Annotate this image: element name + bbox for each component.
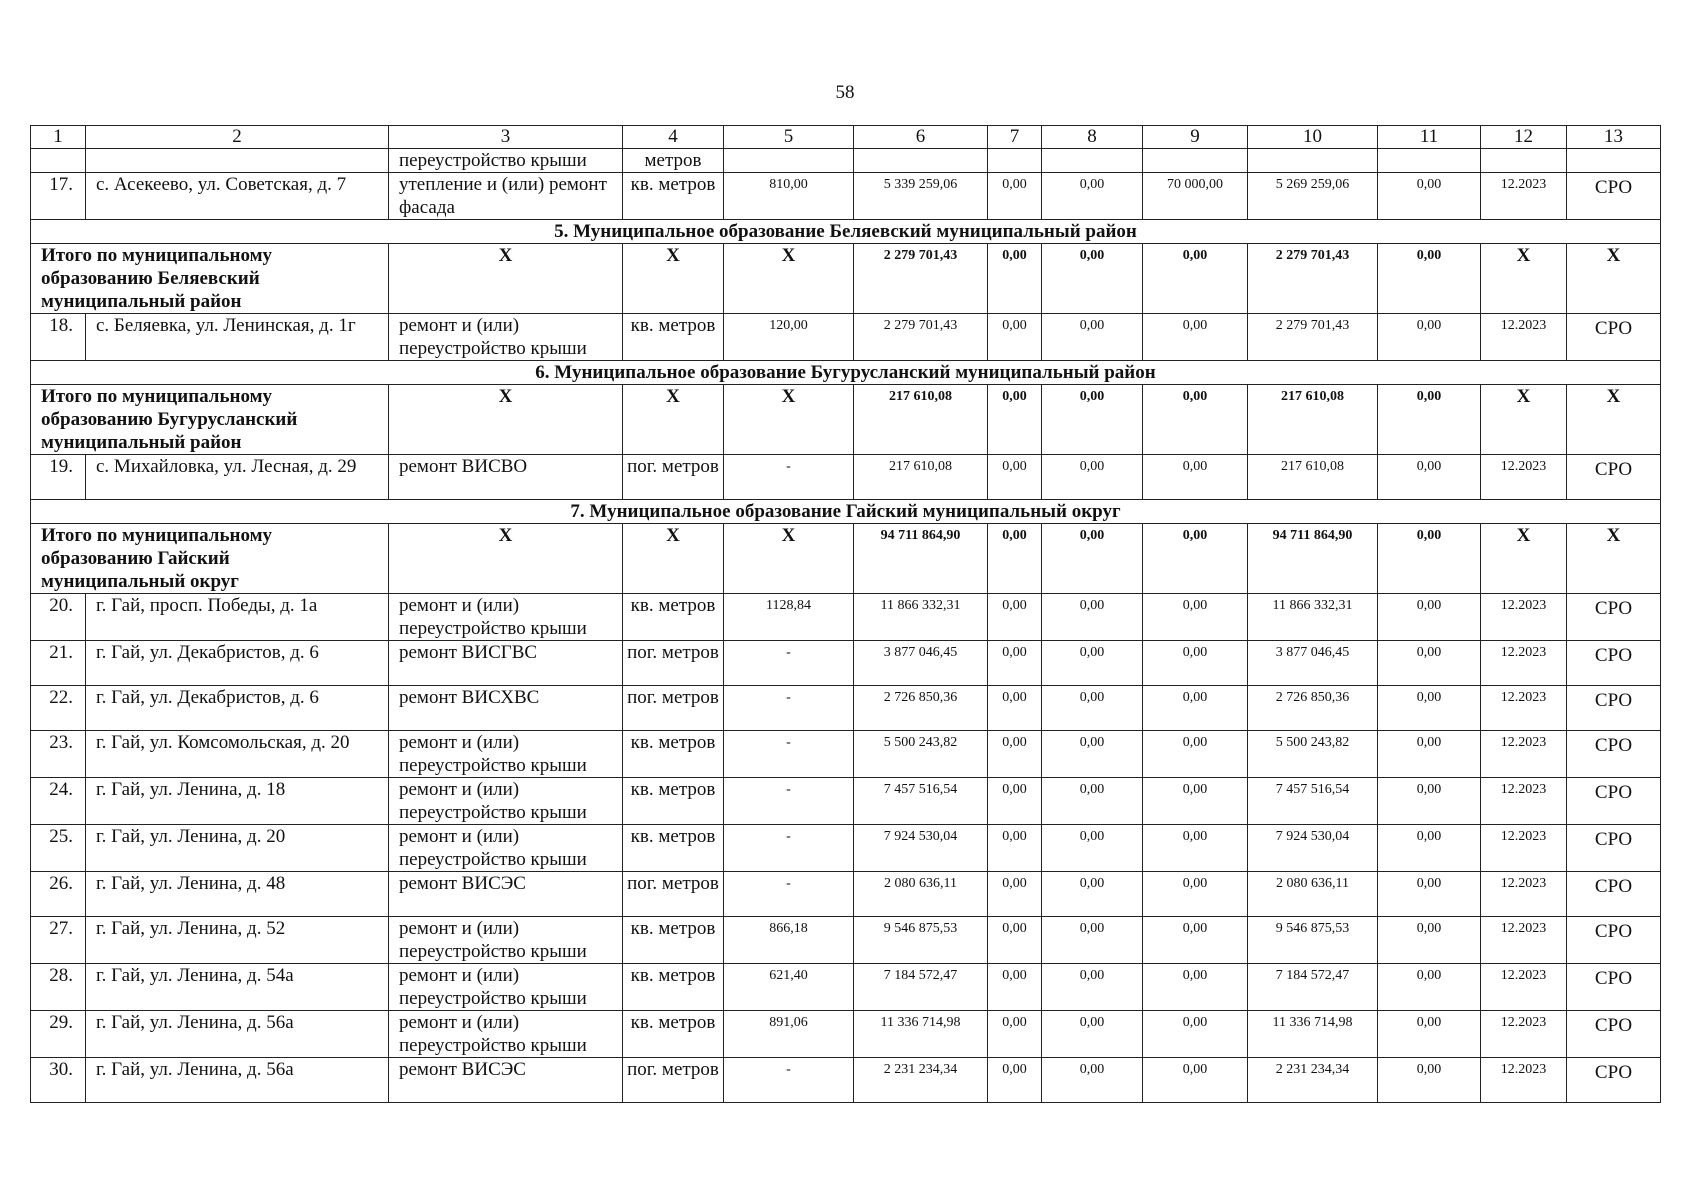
- subtotal-fund-local: 0,00: [1143, 524, 1248, 594]
- table-row: [31, 149, 1661, 173]
- area: 866,18: [724, 917, 854, 964]
- fund-other: 0,00: [1378, 314, 1481, 361]
- fund-other: 0,00: [1378, 641, 1481, 686]
- work-type: ремонт ВИСЭС: [389, 872, 623, 917]
- fund-owners: 217 610,08: [1248, 455, 1378, 500]
- address: г. Гай, ул. Ленина, д. 56а: [86, 1011, 389, 1058]
- row-number: [31, 149, 86, 173]
- row-number: 26.: [31, 872, 86, 917]
- completion-date: [1481, 149, 1567, 173]
- completion-date: 12.2023: [1481, 1058, 1567, 1103]
- completion-date: 12.2023: [1481, 641, 1567, 686]
- fund-federal: 0,00: [988, 731, 1042, 778]
- area: [724, 149, 854, 173]
- row-number: 20.: [31, 594, 86, 641]
- total-cost: 7 457 516,54: [854, 778, 988, 825]
- address: с. Беляевка, ул. Ленинская, д. 1г: [86, 314, 389, 361]
- fund-federal: 0,00: [988, 872, 1042, 917]
- column-header: 13: [1567, 126, 1661, 149]
- fund-regional: 0,00: [1042, 455, 1143, 500]
- work-type: ремонт и (или) переустройство крыши: [389, 778, 623, 825]
- total-cost: 7 184 572,47: [854, 964, 988, 1011]
- fund-local: 0,00: [1143, 917, 1248, 964]
- address: г. Гай, ул. Ленина, д. 48: [86, 872, 389, 917]
- work-type: ремонт и (или) переустройство крыши: [389, 594, 623, 641]
- subtotal-label: Итого по муниципальному образованию Бугурусланский муниципальный район: [31, 385, 389, 455]
- address: [86, 149, 389, 173]
- area: -: [724, 686, 854, 731]
- fund-regional: 0,00: [1042, 1058, 1143, 1103]
- unit: кв. метров: [623, 731, 724, 778]
- contractor: СРО: [1567, 686, 1661, 731]
- column-header-row: [31, 126, 1661, 149]
- fund-owners: 5 269 259,06: [1248, 173, 1378, 220]
- column-header: 7: [988, 126, 1042, 149]
- fund-owners: [1248, 149, 1378, 173]
- row-number: 27.: [31, 917, 86, 964]
- work-type: ремонт ВИСВО: [389, 455, 623, 500]
- fund-other: 0,00: [1378, 825, 1481, 872]
- subtotal-row: [31, 244, 1661, 314]
- contractor: СРО: [1567, 594, 1661, 641]
- fund-other: 0,00: [1378, 455, 1481, 500]
- completion-date: 12.2023: [1481, 872, 1567, 917]
- page-number: 58: [835, 82, 855, 103]
- subtotal-completion-date: X: [1481, 244, 1567, 314]
- fund-local: 0,00: [1143, 872, 1248, 917]
- contractor: СРО: [1567, 731, 1661, 778]
- address: г. Гай, ул. Ленина, д. 20: [86, 825, 389, 872]
- subtotal-unit: X: [623, 244, 724, 314]
- area: 810,00: [724, 173, 854, 220]
- section-header-row: [31, 220, 1661, 244]
- subtotal-contractor: X: [1567, 385, 1661, 455]
- contractor: СРО: [1567, 825, 1661, 872]
- fund-other: 0,00: [1378, 964, 1481, 1011]
- subtotal-total-cost: 217 610,08: [854, 385, 988, 455]
- total-cost: 2 080 636,11: [854, 872, 988, 917]
- area: -: [724, 731, 854, 778]
- fund-federal: 0,00: [988, 173, 1042, 220]
- completion-date: 12.2023: [1481, 778, 1567, 825]
- subtotal-work-type: X: [389, 385, 623, 455]
- fund-other: 0,00: [1378, 173, 1481, 220]
- contractor: СРО: [1567, 778, 1661, 825]
- fund-local: 0,00: [1143, 778, 1248, 825]
- section-header-row: [31, 500, 1661, 524]
- column-header: 1: [31, 126, 86, 149]
- subtotal-label: Итого по муниципальному образованию Беляевский муниципальный район: [31, 244, 389, 314]
- contractor: СРО: [1567, 173, 1661, 220]
- contractor: СРО: [1567, 314, 1661, 361]
- completion-date: 12.2023: [1481, 964, 1567, 1011]
- fund-federal: 0,00: [988, 1058, 1042, 1103]
- contractor: СРО: [1567, 1011, 1661, 1058]
- column-header: 5: [724, 126, 854, 149]
- table-row: [31, 455, 1661, 500]
- contractor: СРО: [1567, 1058, 1661, 1103]
- address: г. Гай, ул. Декабристов, д. 6: [86, 686, 389, 731]
- work-type: переустройство крыши: [389, 149, 623, 173]
- subtotal-contractor: X: [1567, 244, 1661, 314]
- total-cost: 217 610,08: [854, 455, 988, 500]
- fund-local: 0,00: [1143, 641, 1248, 686]
- total-cost: 5 339 259,06: [854, 173, 988, 220]
- table-row: [31, 641, 1661, 686]
- subtotal-fund-owners: 94 711 864,90: [1248, 524, 1378, 594]
- work-type: ремонт и (или) переустройство крыши: [389, 314, 623, 361]
- row-number: 19.: [31, 455, 86, 500]
- row-number: 18.: [31, 314, 86, 361]
- subtotal-row: [31, 385, 1661, 455]
- fund-local: 0,00: [1143, 825, 1248, 872]
- total-cost: 2 726 850,36: [854, 686, 988, 731]
- subtotal-completion-date: X: [1481, 524, 1567, 594]
- fund-regional: 0,00: [1042, 594, 1143, 641]
- fund-regional: 0,00: [1042, 964, 1143, 1011]
- area: -: [724, 641, 854, 686]
- fund-regional: 0,00: [1042, 731, 1143, 778]
- table-row: [31, 825, 1661, 872]
- completion-date: 12.2023: [1481, 594, 1567, 641]
- area: 891,06: [724, 1011, 854, 1058]
- work-type: ремонт ВИСХВС: [389, 686, 623, 731]
- address: г. Гай, ул. Ленина, д. 18: [86, 778, 389, 825]
- row-number: 28.: [31, 964, 86, 1011]
- fund-other: 0,00: [1378, 686, 1481, 731]
- column-header: 2: [86, 126, 389, 149]
- subtotal-fund-other: 0,00: [1378, 385, 1481, 455]
- contractor: СРО: [1567, 964, 1661, 1011]
- area: -: [724, 825, 854, 872]
- total-cost: 11 336 714,98: [854, 1011, 988, 1058]
- subtotal-area: X: [724, 524, 854, 594]
- fund-local: 0,00: [1143, 314, 1248, 361]
- unit: кв. метров: [623, 825, 724, 872]
- work-type: ремонт ВИСЭС: [389, 1058, 623, 1103]
- area: 621,40: [724, 964, 854, 1011]
- total-cost: 3 877 046,45: [854, 641, 988, 686]
- row-number: 30.: [31, 1058, 86, 1103]
- subtotal-fund-owners: 2 279 701,43: [1248, 244, 1378, 314]
- contractor: СРО: [1567, 917, 1661, 964]
- row-number: 25.: [31, 825, 86, 872]
- column-header: 8: [1042, 126, 1143, 149]
- fund-federal: 0,00: [988, 314, 1042, 361]
- address: г. Гай, просп. Победы, д. 1а: [86, 594, 389, 641]
- fund-owners: 7 184 572,47: [1248, 964, 1378, 1011]
- unit: кв. метров: [623, 1011, 724, 1058]
- table-row: [31, 778, 1661, 825]
- fund-local: 0,00: [1143, 1011, 1248, 1058]
- total-cost: 7 924 530,04: [854, 825, 988, 872]
- subtotal-fund-regional: 0,00: [1042, 524, 1143, 594]
- fund-federal: 0,00: [988, 686, 1042, 731]
- total-cost: 2 231 234,34: [854, 1058, 988, 1103]
- total-cost: [854, 149, 988, 173]
- fund-regional: [1042, 149, 1143, 173]
- subtotal-area: X: [724, 244, 854, 314]
- subtotal-row: [31, 524, 1661, 594]
- unit: кв. метров: [623, 173, 724, 220]
- table-row: [31, 964, 1661, 1011]
- area: -: [724, 778, 854, 825]
- fund-federal: 0,00: [988, 964, 1042, 1011]
- fund-regional: 0,00: [1042, 872, 1143, 917]
- fund-owners: 7 457 516,54: [1248, 778, 1378, 825]
- fund-owners: 5 500 243,82: [1248, 731, 1378, 778]
- fund-federal: [988, 149, 1042, 173]
- fund-regional: 0,00: [1042, 173, 1143, 220]
- fund-owners: 11 866 332,31: [1248, 594, 1378, 641]
- unit: кв. метров: [623, 778, 724, 825]
- fund-regional: 0,00: [1042, 314, 1143, 361]
- fund-regional: 0,00: [1042, 641, 1143, 686]
- subtotal-fund-regional: 0,00: [1042, 244, 1143, 314]
- fund-regional: 0,00: [1042, 917, 1143, 964]
- subtotal-fund-local: 0,00: [1143, 385, 1248, 455]
- completion-date: 12.2023: [1481, 917, 1567, 964]
- contractor: СРО: [1567, 641, 1661, 686]
- subtotal-fund-regional: 0,00: [1042, 385, 1143, 455]
- fund-regional: 0,00: [1042, 686, 1143, 731]
- completion-date: 12.2023: [1481, 731, 1567, 778]
- subtotal-fund-other: 0,00: [1378, 524, 1481, 594]
- work-type: ремонт и (или) переустройство крыши: [389, 917, 623, 964]
- contractor: СРО: [1567, 455, 1661, 500]
- fund-local: 0,00: [1143, 964, 1248, 1011]
- column-header: 3: [389, 126, 623, 149]
- fund-local: 0,00: [1143, 455, 1248, 500]
- column-header: 12: [1481, 126, 1567, 149]
- table-row: [31, 173, 1661, 220]
- unit: пог. метров: [623, 641, 724, 686]
- area: -: [724, 1058, 854, 1103]
- total-cost: 5 500 243,82: [854, 731, 988, 778]
- unit: кв. метров: [623, 964, 724, 1011]
- work-type: утепление и (или) ремонт фасада: [389, 173, 623, 220]
- completion-date: 12.2023: [1481, 686, 1567, 731]
- row-number: 24.: [31, 778, 86, 825]
- work-type: ремонт и (или) переустройство крыши: [389, 731, 623, 778]
- section-title: 6. Муниципальное образование Бугурусланский муниципальный район: [31, 361, 1661, 385]
- table-row: [31, 731, 1661, 778]
- fund-owners: 2 231 234,34: [1248, 1058, 1378, 1103]
- fund-federal: 0,00: [988, 641, 1042, 686]
- column-header: 11: [1378, 126, 1481, 149]
- unit: кв. метров: [623, 314, 724, 361]
- fund-other: 0,00: [1378, 1011, 1481, 1058]
- subtotal-fund-owners: 217 610,08: [1248, 385, 1378, 455]
- contractor: СРО: [1567, 872, 1661, 917]
- unit: пог. метров: [623, 872, 724, 917]
- fund-local: 0,00: [1143, 1058, 1248, 1103]
- unit: кв. метров: [623, 917, 724, 964]
- row-number: 21.: [31, 641, 86, 686]
- fund-federal: 0,00: [988, 594, 1042, 641]
- subtotal-fund-federal: 0,00: [988, 385, 1042, 455]
- fund-federal: 0,00: [988, 455, 1042, 500]
- fund-regional: 0,00: [1042, 778, 1143, 825]
- address: г. Гай, ул. Комсомольская, д. 20: [86, 731, 389, 778]
- fund-owners: 2 726 850,36: [1248, 686, 1378, 731]
- unit: пог. метров: [623, 686, 724, 731]
- fund-owners: 3 877 046,45: [1248, 641, 1378, 686]
- area: -: [724, 872, 854, 917]
- subtotal-completion-date: X: [1481, 385, 1567, 455]
- subtotal-fund-federal: 0,00: [988, 524, 1042, 594]
- area: -: [724, 455, 854, 500]
- contractor: [1567, 149, 1661, 173]
- fund-local: 70 000,00: [1143, 173, 1248, 220]
- area: 1128,84: [724, 594, 854, 641]
- subtotal-fund-local: 0,00: [1143, 244, 1248, 314]
- fund-other: 0,00: [1378, 731, 1481, 778]
- address: г. Гай, ул. Ленина, д. 52: [86, 917, 389, 964]
- completion-date: 12.2023: [1481, 455, 1567, 500]
- fund-regional: 0,00: [1042, 825, 1143, 872]
- column-header: 9: [1143, 126, 1248, 149]
- subtotal-fund-other: 0,00: [1378, 244, 1481, 314]
- table-row: [31, 1058, 1661, 1103]
- section-title: 7. Муниципальное образование Гайский муниципальный округ: [31, 500, 1661, 524]
- fund-regional: 0,00: [1042, 1011, 1143, 1058]
- completion-date: 12.2023: [1481, 314, 1567, 361]
- fund-federal: 0,00: [988, 1011, 1042, 1058]
- subtotal-work-type: X: [389, 244, 623, 314]
- fund-other: 0,00: [1378, 1058, 1481, 1103]
- total-cost: 11 866 332,31: [854, 594, 988, 641]
- work-type: ремонт и (или) переустройство крыши: [389, 825, 623, 872]
- fund-other: 0,00: [1378, 594, 1481, 641]
- fund-other: 0,00: [1378, 872, 1481, 917]
- program-table: [30, 125, 1661, 1103]
- fund-local: 0,00: [1143, 686, 1248, 731]
- table-row: [31, 594, 1661, 641]
- completion-date: 12.2023: [1481, 1011, 1567, 1058]
- total-cost: 9 546 875,53: [854, 917, 988, 964]
- column-header: 6: [854, 126, 988, 149]
- subtotal-unit: X: [623, 385, 724, 455]
- column-header: 10: [1248, 126, 1378, 149]
- unit: пог. метров: [623, 1058, 724, 1103]
- table-row: [31, 917, 1661, 964]
- fund-federal: 0,00: [988, 917, 1042, 964]
- unit: метров: [623, 149, 724, 173]
- fund-local: 0,00: [1143, 594, 1248, 641]
- fund-other: 0,00: [1378, 917, 1481, 964]
- section-title: 5. Муниципальное образование Беляевский муниципальный район: [31, 220, 1661, 244]
- row-number: 17.: [31, 173, 86, 220]
- total-cost: 2 279 701,43: [854, 314, 988, 361]
- fund-owners: 2 080 636,11: [1248, 872, 1378, 917]
- work-type: ремонт и (или) переустройство крыши: [389, 964, 623, 1011]
- unit: кв. метров: [623, 594, 724, 641]
- table-row: [31, 1011, 1661, 1058]
- address: г. Гай, ул. Ленина, д. 54а: [86, 964, 389, 1011]
- work-type: ремонт ВИСГВС: [389, 641, 623, 686]
- address: с. Михайловка, ул. Лесная, д. 29: [86, 455, 389, 500]
- subtotal-contractor: X: [1567, 524, 1661, 594]
- fund-other: 0,00: [1378, 778, 1481, 825]
- fund-owners: 9 546 875,53: [1248, 917, 1378, 964]
- subtotal-work-type: X: [389, 524, 623, 594]
- subtotal-unit: X: [623, 524, 724, 594]
- fund-other: [1378, 149, 1481, 173]
- table-row: [31, 314, 1661, 361]
- row-number: 29.: [31, 1011, 86, 1058]
- work-type: ремонт и (или) переустройство крыши: [389, 1011, 623, 1058]
- fund-owners: 7 924 530,04: [1248, 825, 1378, 872]
- table-row: [31, 686, 1661, 731]
- fund-owners: 11 336 714,98: [1248, 1011, 1378, 1058]
- table-row: [31, 872, 1661, 917]
- subtotal-fund-federal: 0,00: [988, 244, 1042, 314]
- fund-local: 0,00: [1143, 731, 1248, 778]
- completion-date: 12.2023: [1481, 825, 1567, 872]
- row-number: 22.: [31, 686, 86, 731]
- row-number: 23.: [31, 731, 86, 778]
- subtotal-total-cost: 94 711 864,90: [854, 524, 988, 594]
- fund-local: [1143, 149, 1248, 173]
- completion-date: 12.2023: [1481, 173, 1567, 220]
- subtotal-area: X: [724, 385, 854, 455]
- column-header: 4: [623, 126, 724, 149]
- address: г. Гай, ул. Декабристов, д. 6: [86, 641, 389, 686]
- fund-federal: 0,00: [988, 825, 1042, 872]
- address: г. Гай, ул. Ленина, д. 56а: [86, 1058, 389, 1103]
- area: 120,00: [724, 314, 854, 361]
- subtotal-label: Итого по муниципальному образованию Гайский муниципальный округ: [31, 524, 389, 594]
- unit: пог. метров: [623, 455, 724, 500]
- fund-federal: 0,00: [988, 778, 1042, 825]
- section-header-row: [31, 361, 1661, 385]
- fund-owners: 2 279 701,43: [1248, 314, 1378, 361]
- subtotal-total-cost: 2 279 701,43: [854, 244, 988, 314]
- address: с. Асекеево, ул. Советская, д. 7: [86, 173, 389, 220]
